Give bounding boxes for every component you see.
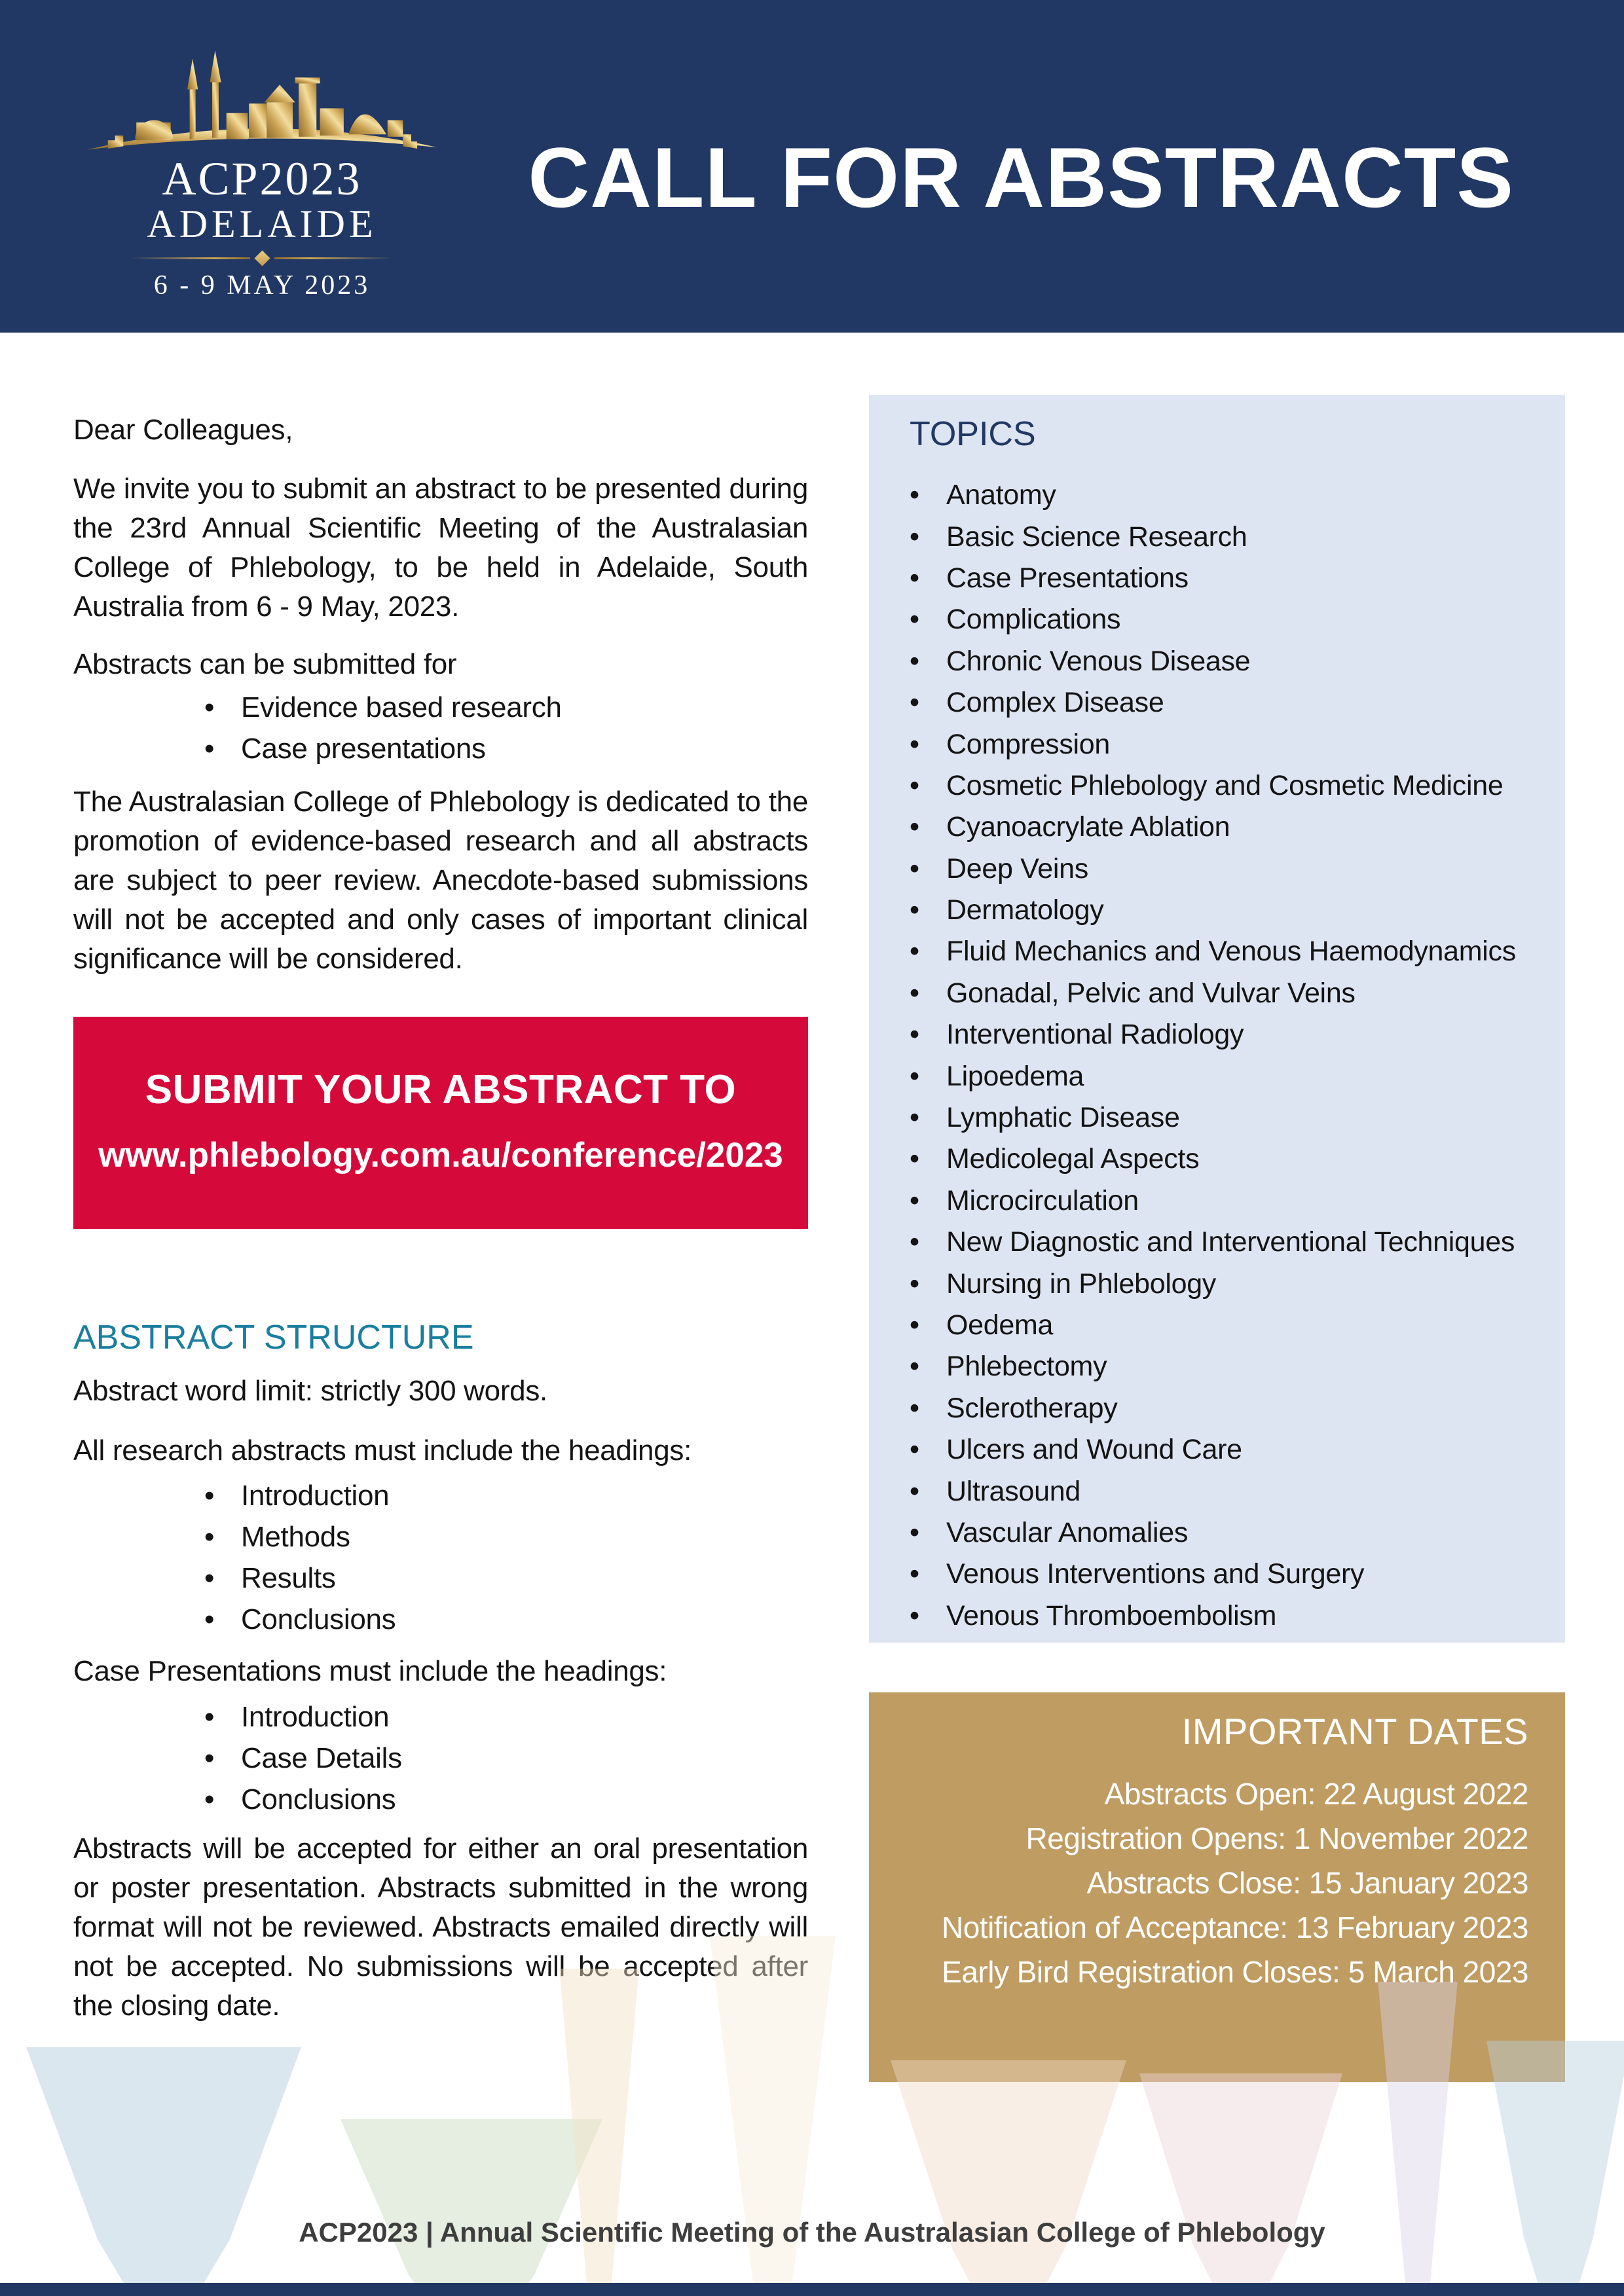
list-item bbox=[73, 687, 808, 728]
abstract-structure-heading: ABSTRACT STRUCTURE bbox=[73, 1319, 474, 1357]
adelaide-skyline-icon bbox=[65, 30, 458, 155]
topic-item-label: Ultrasound bbox=[946, 1475, 1080, 1507]
topic-item bbox=[910, 1554, 1539, 1595]
topic-item bbox=[910, 641, 1539, 682]
topic-item bbox=[910, 1429, 1539, 1470]
bullet-icon bbox=[204, 1476, 241, 1516]
topic-item-label: Anatomy bbox=[946, 479, 1056, 511]
topic-item-label: Complications bbox=[946, 604, 1121, 636]
list-item-label: Methods bbox=[241, 1520, 350, 1553]
divider-line bbox=[274, 257, 394, 259]
bullet-icon bbox=[910, 562, 946, 594]
topic-item-label: Venous Interventions and Surgery bbox=[946, 1558, 1365, 1590]
bullet-icon bbox=[910, 1061, 946, 1093]
list-item-label: Introduction bbox=[241, 1700, 390, 1733]
wine-glass-icon bbox=[891, 2060, 1126, 2283]
topics-heading: TOPICS bbox=[910, 415, 1036, 453]
topic-item bbox=[910, 475, 1539, 516]
topic-item bbox=[910, 1222, 1539, 1263]
submit-abstract-banner bbox=[73, 1017, 808, 1229]
list-item-label: Introduction bbox=[241, 1479, 390, 1512]
list-item bbox=[73, 1696, 808, 1738]
list-item bbox=[73, 1516, 808, 1558]
bullet-icon bbox=[910, 729, 946, 761]
topic-item bbox=[910, 973, 1539, 1014]
submission-types-list bbox=[73, 687, 808, 769]
closing-paragraph: Abstracts will be accepted for either an oral presentation or poster presentation. Abstracts submitted in the wrong format will not be reviewed. Abstracts emailed directly will not be accepted. No submissions will be accepted after the closing date. bbox=[73, 1832, 808, 2022]
topic-item-label: Lymphatic Disease bbox=[946, 1102, 1180, 1134]
bullet-icon bbox=[204, 1739, 241, 1778]
research-headings-list bbox=[73, 1475, 808, 1640]
logo-adelaide: ADELAIDE bbox=[147, 202, 377, 246]
topic-item bbox=[910, 1014, 1539, 1055]
submission-types-label: Abstracts can be submitted for bbox=[73, 648, 457, 680]
list-item bbox=[73, 1558, 808, 1599]
topic-item-label: Chronic Venous Disease bbox=[946, 645, 1251, 677]
bullet-icon bbox=[910, 1558, 946, 1590]
logo-acp2023: ACP2023 bbox=[162, 153, 362, 205]
topic-item bbox=[910, 1305, 1539, 1346]
conference-logo bbox=[56, 30, 468, 301]
list-item bbox=[73, 1779, 808, 1820]
list-item-label: Case presentations bbox=[241, 732, 486, 765]
divider-line bbox=[131, 257, 250, 259]
bullet-icon bbox=[910, 1600, 946, 1632]
list-item-label: Conclusions bbox=[241, 1603, 396, 1635]
bullet-icon bbox=[910, 1434, 946, 1466]
topic-item-label: Interventional Radiology bbox=[946, 1019, 1244, 1051]
bullet-icon bbox=[910, 853, 946, 885]
bullet-icon bbox=[910, 687, 946, 719]
submit-url-link[interactable]: www.phlebology.com.au/conference/2023 bbox=[98, 1136, 783, 1175]
topic-item bbox=[910, 1595, 1539, 1637]
topic-item bbox=[910, 1180, 1539, 1222]
topic-item-label: Dermatology bbox=[946, 894, 1104, 926]
bullet-icon bbox=[910, 1143, 946, 1175]
topic-item-label: Phlebectomy bbox=[946, 1351, 1107, 1383]
submit-banner-title: SUBMIT YOUR ABSTRACT TO bbox=[145, 1067, 737, 1112]
topic-item-label: Venous Thromboembolism bbox=[946, 1599, 1277, 1631]
bullet-icon bbox=[910, 936, 946, 968]
topic-item-label: Compression bbox=[946, 728, 1111, 760]
list-item-label: Conclusions bbox=[241, 1783, 396, 1815]
logo-dates: 6 - 9 MAY 2023 bbox=[153, 270, 371, 301]
topic-item-label: Lipoedema bbox=[946, 1060, 1084, 1092]
important-dates-heading: IMPORTANT DATES bbox=[1181, 1711, 1528, 1752]
topic-item-label: Case Presentations bbox=[946, 562, 1189, 594]
topic-item bbox=[910, 931, 1539, 972]
topic-item-label: Deep Veins bbox=[946, 852, 1088, 884]
bullet-icon bbox=[910, 770, 946, 802]
topic-item bbox=[910, 1139, 1539, 1180]
wine-glass-icon bbox=[1139, 2073, 1342, 2283]
topic-item bbox=[910, 1055, 1539, 1097]
topic-item bbox=[910, 1097, 1539, 1139]
topic-item bbox=[910, 1388, 1539, 1429]
left-column bbox=[73, 410, 808, 2026]
bullet-icon bbox=[910, 894, 946, 926]
list-item bbox=[73, 1599, 808, 1640]
topic-item-label: Medicolegal Aspects bbox=[946, 1143, 1200, 1175]
wine-glass-icon bbox=[341, 2119, 602, 2283]
bullet-icon bbox=[910, 1309, 946, 1341]
important-date-item: Abstracts Open: 22 August 2022 bbox=[1104, 1777, 1528, 1811]
footer-text: ACP2023 | Annual Scientific Meeting of the Australasian College of Phlebology bbox=[299, 2217, 1325, 2248]
topic-item-label: Fluid Mechanics and Venous Haemodynamics bbox=[946, 936, 1516, 968]
bullet-icon bbox=[204, 688, 241, 727]
topic-item-label: Gonadal, Pelvic and Vulvar Veins bbox=[946, 977, 1356, 1009]
bullet-icon bbox=[204, 729, 241, 769]
logo-divider bbox=[131, 253, 393, 264]
topic-item-label: Microcirculation bbox=[946, 1184, 1139, 1216]
bullet-icon bbox=[204, 1780, 241, 1819]
topic-item-label: Cosmetic Phlebology and Cosmetic Medicine bbox=[946, 769, 1504, 801]
topic-item-label: Complex Disease bbox=[946, 687, 1164, 719]
salutation: Dear Colleagues, bbox=[73, 414, 293, 446]
important-date-item: Notification of Acceptance: 13 February 2023 bbox=[941, 1910, 1528, 1944]
topic-item bbox=[910, 1512, 1539, 1554]
topic-item bbox=[910, 890, 1539, 931]
topic-item-label: Basic Science Research bbox=[946, 520, 1247, 553]
topic-item bbox=[910, 1346, 1539, 1387]
topic-item bbox=[910, 765, 1539, 807]
topics-panel bbox=[869, 395, 1565, 1643]
topic-item bbox=[910, 848, 1539, 890]
bullet-icon bbox=[910, 811, 946, 843]
topic-item-label: Nursing in Phlebology bbox=[946, 1267, 1217, 1300]
bullet-icon bbox=[910, 1102, 946, 1134]
bullet-icon bbox=[910, 604, 946, 636]
list-item-label: Evidence based research bbox=[241, 691, 562, 723]
important-date-item: Abstracts Close: 15 January 2023 bbox=[1086, 1866, 1528, 1900]
topic-item bbox=[910, 723, 1539, 765]
topic-item bbox=[910, 682, 1539, 723]
bullet-icon bbox=[204, 1559, 241, 1598]
important-date-item: Registration Opens: 1 November 2022 bbox=[1025, 1821, 1528, 1855]
bullet-icon bbox=[910, 1476, 946, 1508]
page-title: CALL FOR ABSTRACTS bbox=[528, 130, 1514, 225]
bullet-icon bbox=[204, 1698, 241, 1737]
topic-item bbox=[910, 558, 1539, 599]
bullet-icon bbox=[910, 521, 946, 553]
topic-item-label: Vascular Anomalies bbox=[946, 1516, 1189, 1548]
case-headings-label: Case Presentations must include the headings: bbox=[73, 1655, 667, 1687]
topic-item-label: Cyanoacrylate Ablation bbox=[946, 811, 1230, 843]
bullet-icon bbox=[910, 1351, 946, 1383]
topic-item-label: Oedema bbox=[946, 1309, 1054, 1341]
bullet-icon bbox=[910, 479, 946, 511]
word-limit-text: Abstract word limit: strictly 300 words. bbox=[73, 1375, 547, 1407]
intro-paragraph: We invite you to submit an abstract to be presented during the 23rd Annual Scientific Meeting of the Australasian College of Phlebology, to be held in Adelaide, South Australia from 6 - 9 May, 2023. bbox=[73, 473, 808, 623]
bullet-icon bbox=[910, 977, 946, 1010]
list-item-label: Results bbox=[241, 1561, 336, 1594]
topic-item bbox=[910, 1470, 1539, 1512]
list-item-label: Case Details bbox=[241, 1741, 402, 1774]
bullet-icon bbox=[910, 1268, 946, 1300]
topic-item-label: New Diagnostic and Interventional Techniques bbox=[946, 1226, 1515, 1258]
bullet-icon bbox=[910, 1185, 946, 1217]
topic-item bbox=[910, 807, 1539, 848]
topic-item bbox=[910, 516, 1539, 557]
bullet-icon bbox=[910, 1019, 946, 1051]
diamond-icon bbox=[254, 250, 270, 266]
topic-item-label: Ulcers and Wound Care bbox=[946, 1434, 1242, 1466]
topic-item-label: Sclerotherapy bbox=[946, 1392, 1118, 1424]
list-item bbox=[73, 728, 808, 769]
topic-item bbox=[910, 1263, 1539, 1304]
dedication-paragraph: The Australasian College of Phlebology is dedicated to the promotion of evidence-based research and all abstracts are subject to peer review. Anecdote-based submissions will not be accepted and only cases of important clinical significance will be considered. bbox=[73, 786, 808, 975]
list-item bbox=[73, 1475, 808, 1516]
bullet-icon bbox=[910, 1226, 946, 1258]
research-headings-label: All research abstracts must include the headings: bbox=[73, 1434, 692, 1467]
header-band bbox=[0, 0, 1624, 333]
footer-strip bbox=[0, 2283, 1624, 2296]
case-headings-list bbox=[73, 1696, 808, 1820]
bullet-icon bbox=[204, 1518, 241, 1557]
bullet-icon bbox=[910, 1517, 946, 1549]
bullet-icon bbox=[204, 1600, 241, 1639]
topic-item bbox=[910, 599, 1539, 640]
topics-list bbox=[910, 475, 1539, 1637]
bullet-icon bbox=[910, 1393, 946, 1425]
bullet-icon bbox=[910, 646, 946, 678]
important-date-item: Early Bird Registration Closes: 5 March 2023 bbox=[942, 1955, 1528, 1989]
list-item bbox=[73, 1738, 808, 1779]
